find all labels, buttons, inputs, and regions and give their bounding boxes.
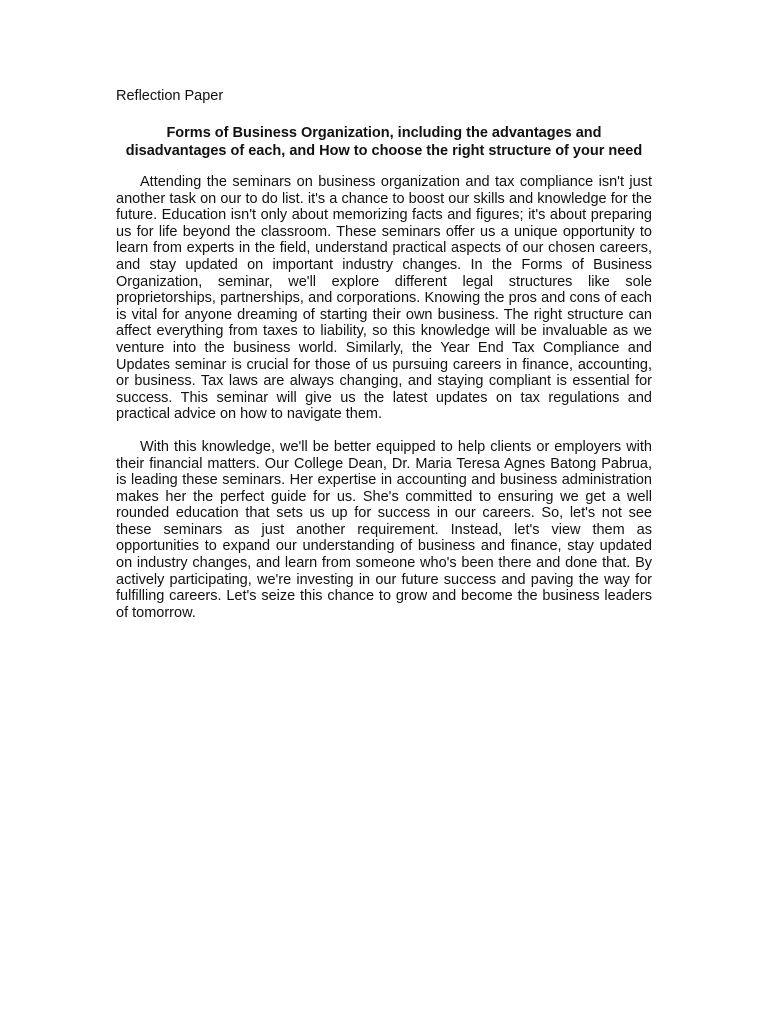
document-label: Reflection Paper [116,88,224,104]
body-paragraph-2: With this knowledge, we'll be better equipped to help clients or employers with their financial matters. Our College Dean, Dr. Maria Teresa Agnes Batong Pabrua, is leading these seminars. Her expertise in accounting and business administration makes her the perfect guide for us. She's committed to ensuring we get a well rounded education that sets us up for success in our careers. So, let's not see these seminars as just another requirement. Instead, let's view them as opportunities to expand our understanding of business and finance, stay updated on industry changes, and learn from someone who's been there and done that. By actively participating, we're investing in our future success and paving the way for fulfilling careers. Let's seize this chance to grow and become the business leaders of tomorrow. [116,438,652,621]
document-title: Forms of Business Organization, including the advantages and disadvantages of each, and How to choose the right structure of your need [125,125,643,159]
document-page [116,86,652,637]
body-paragraph-1: Attending the seminars on business organization and tax compliance isn't just another task on our to do list. it's a chance to boost our skills and knowledge for the future. Education isn't only about memorizing facts and figures; it's about preparing us for life beyond the classroom. These seminars offer us a unique opportunity to learn from experts in the field, understand practical aspects of our chosen careers, and stay updated on important industry changes. In the Forms of Business Organization, seminar, we'll explore different legal structures like sole proprietorships, partnerships, and corporations. Knowing the pros and cons of each is vital for anyone dreaming of starting their own business. The right structure can affect everything from taxes to liability, so this knowledge will be invaluable as we venture into the business world. Similarly, the Year End Tax Compliance and Updates seminar is crucial for those of us pursuing careers in finance, accounting, or business. Tax laws are always changing, and staying compliant is essential for success. This seminar will give us the latest updates on tax regulations and practical advice on how to navigate them. [116,174,652,423]
